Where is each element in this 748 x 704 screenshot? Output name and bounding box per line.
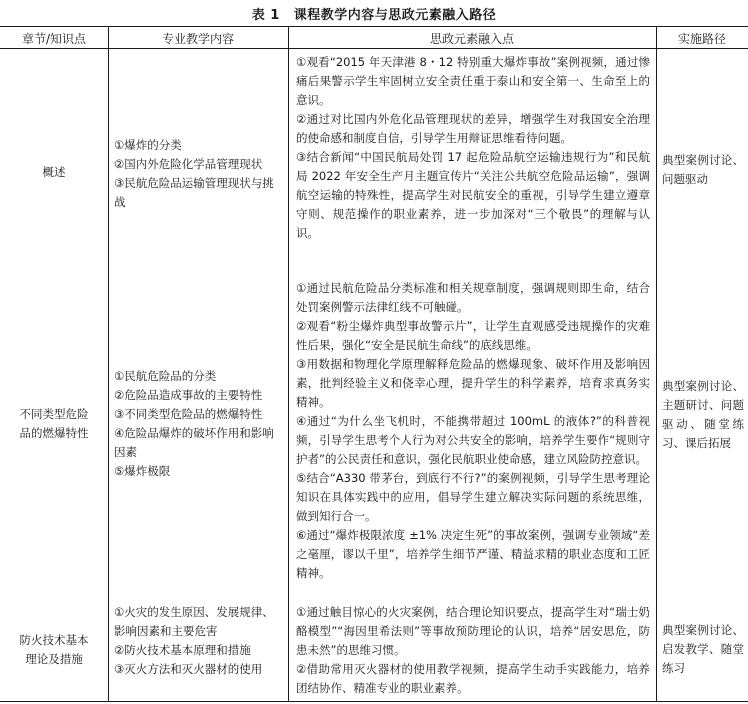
- header-chapter: 章节/知识点: [21, 32, 87, 46]
- point-item: ①观看“2015 年天津港 8・12 特别重大爆炸事故”案例视频，通过惨痛后果警示学生牢固树立安全责任重于泰山和安全第一、生命至上的意识。: [296, 55, 650, 107]
- content-item: ①爆炸的分类: [114, 138, 182, 152]
- table-number: 表 1: [251, 8, 280, 23]
- point-item: ④通过“为什么坐飞机时，不能携带超过 100mL 的液体?”的科普视频，引导学生思考个人行为对公共安全的影响，培养学生要作“规则守护者”的公民责任和意识，强化民航职业使命感，建立风险防控意识。: [296, 414, 650, 466]
- points-cell: [288, 603, 656, 698]
- header-path: 实施路径: [677, 32, 726, 46]
- chapter-text: 概述: [42, 165, 66, 179]
- chapter-text: 不同类型危险: [19, 407, 89, 421]
- content-item: ②危险品造成事故的主要特性: [114, 388, 263, 402]
- point-item: ⑥通过“爆炸极限浓度 ±1% 决定生死”的事故案例，强调专业领域“差之毫厘，谬以千里”，培养学生细节严谨、精益求精的职业态度和工匠精神。: [296, 528, 650, 580]
- table-caption: [0, 4, 748, 23]
- table-row: [0, 51, 748, 273]
- chapter-text: 理论及措施: [25, 652, 83, 666]
- header-content: 专业教学内容: [161, 32, 234, 46]
- content-cell: [108, 603, 288, 679]
- path-cell: 典型案例讨论、启发教学、随堂练习: [662, 623, 744, 675]
- content-item: ②防火技术基本原理和措施: [114, 643, 251, 657]
- content-item: ③灭火方法和灭火器材的使用: [114, 662, 263, 676]
- chapter-text: 防火技术基本: [19, 633, 89, 647]
- chapter-cell: [0, 405, 108, 443]
- chapter-cell: [0, 163, 108, 182]
- chapter-cell: [0, 631, 108, 669]
- content-item: ⑤爆炸极限: [114, 464, 171, 478]
- chapter-text: 品的燃爆特性: [19, 426, 89, 440]
- content-item: ③不同类型危险品的燃爆特性: [114, 407, 263, 421]
- content-item: ①火灾的发生原因、发展规律、影响因素和主要危害: [114, 605, 274, 638]
- points-cell: [288, 53, 656, 243]
- path-cell: 典型案例讨论、主题研讨、问题驱动、随堂练习、课后拓展: [662, 379, 744, 450]
- content-item: ①民航危险品的分类: [114, 369, 217, 383]
- content-item: ③民航危险品运输管理现状与挑战: [114, 176, 274, 209]
- point-item: ③用数据和物理化学原理解释危险品的燃爆现象、破坏作用及影响因素，批判经验主义和侥幸心理，提升学生的科学素养，培育求真务实精神。: [296, 357, 650, 409]
- content-cell: [108, 367, 288, 481]
- points-cell: [288, 279, 656, 583]
- course-table: [0, 26, 748, 702]
- point-item: ③结合新闻“中国民航局处罚 17 起危险品航空运输违规行为”和民航局 2022 年安全生产月主题宣传片“关注公共航空危险品运输”，强调航空运输的特殊性，提高学生对民航安全的重视，引导学生建立遵章守则、规范操作的职业素养，进一步加深对“三个敬畏”的理解与认识。: [296, 150, 650, 240]
- point-item: ①通过触目惊心的火灾案例，结合理论知识要点，提高学生对“瑞士奶酪模型”“海因里希法则”等事故预防理论的认识，培养“居安思危，防患未然”的思维习惯。: [296, 605, 650, 657]
- content-item: ②国内外危险化学品管理现状: [114, 157, 263, 171]
- path-cell: 典型案例讨论、问题驱动: [662, 153, 744, 186]
- point-item: ①通过民航危险品分类标准和相关规章制度，强调规则即生命，结合处罚案例警示法律红线不可触碰。: [296, 281, 650, 314]
- point-item: ②通过对比国内外危化品管理现状的差异，增强学生对我国安全治理的使命感和制度自信，引导学生用辩证思维看待问题。: [296, 112, 650, 145]
- content-item: ④危险品爆炸的破坏作用和影响因素: [114, 426, 274, 459]
- header-points: 思政元素融入点: [429, 32, 514, 46]
- content-cell: [108, 136, 288, 212]
- table-header: [0, 27, 748, 49]
- table-row: [0, 277, 748, 601]
- table-title: 课程教学内容与思政元素融入路径: [293, 8, 497, 23]
- point-item: ②借助常用灭火器材的使用教学视频，提高学生动手实践能力，培养团结协作、精准专业的职业素养。: [296, 662, 650, 695]
- point-item: ②观看“粉尘爆炸典型事故警示片”，让学生直观感受违规操作的灾难性后果，强化“安全是民航生命线”的底线思维。: [296, 319, 650, 352]
- point-item: ⑤结合“A330 带茅台，到底行不行?”的案例视频，引导学生思考理论知识在具体实践中的应用，倡导学生建立解决实际问题的系统思维，做到知行合一。: [296, 471, 650, 523]
- table-row: [0, 599, 748, 699]
